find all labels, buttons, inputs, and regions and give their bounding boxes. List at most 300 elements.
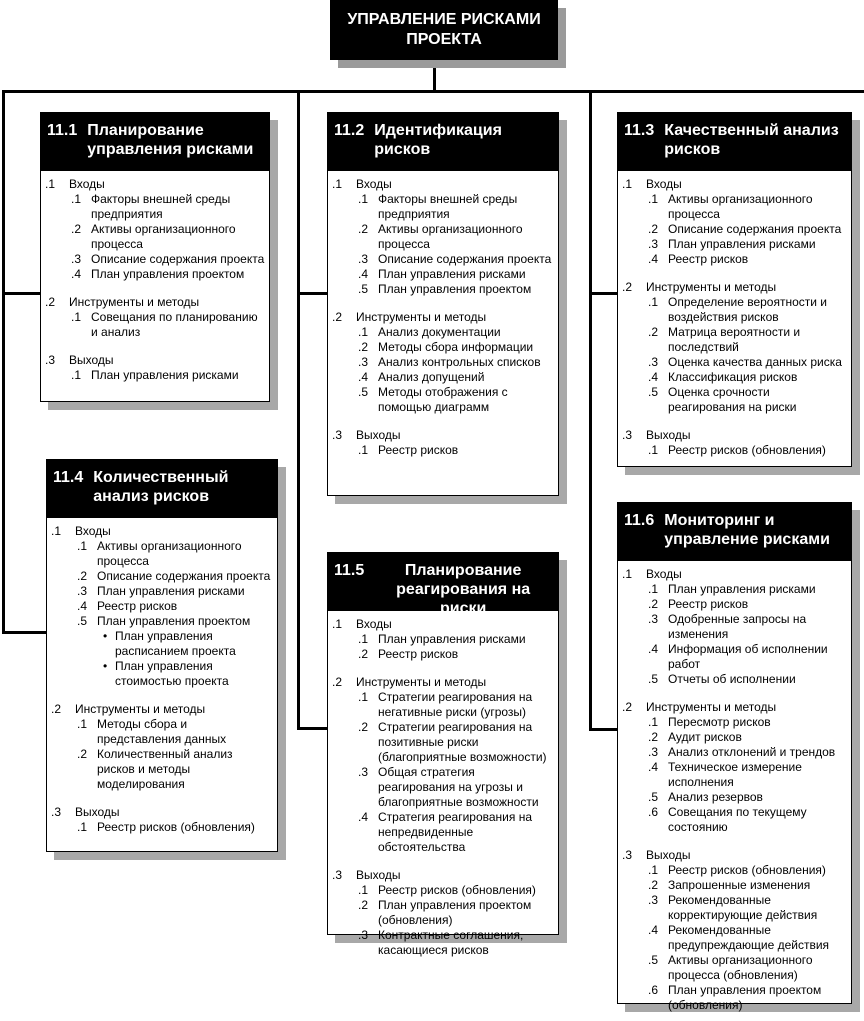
section-выходы [45,353,265,383]
section-header [51,524,273,539]
list-item [622,805,847,835]
item-number: .1 [358,883,369,897]
item-text: Реестр рисков [97,599,178,613]
sub-item-text: План управления расписанием проекта [115,629,236,658]
item-number: .1 [71,310,82,324]
list-item [622,237,847,252]
process-header [41,113,269,171]
section-инструменты-и-методы [332,675,554,855]
item-text: Анализ контрольных списков [378,355,541,369]
list-item [332,810,554,855]
item-text: Активы организационного процесса [668,192,813,221]
item-text: План управления проектом [97,614,251,628]
section-инструменты-и-методы [622,700,847,835]
item-text: Аудит рисков [668,730,742,744]
process-number: 11.1 [47,122,78,139]
process-header [328,113,558,171]
item-number: .3 [648,237,659,251]
item-number: .2 [648,325,659,339]
root-title-line2: ПРОЕКТА [406,31,482,48]
list-item [332,928,554,958]
list-item [332,222,554,252]
list-item [332,252,554,267]
item-text: Стратегии реагирования на позитивные риски (благоприятные возможности) [378,720,547,764]
item-number: .2 [77,569,88,583]
item-text: Информация об исполнении работ [668,642,828,671]
item-number: .1 [358,632,369,646]
list-item [622,642,847,672]
item-number: .1 [648,295,659,309]
item-number: .1 [71,368,82,382]
item-text: Контрактные соглашения, касающиеся рисков [378,928,524,957]
item-number: .4 [77,599,88,613]
list-item [622,730,847,745]
list-item [332,883,554,898]
section-number: .2 [51,702,62,716]
item-number: .3 [358,765,369,779]
section-label: Входы [356,177,392,191]
item-text: Стратегия реагирования на непредвиденные обстоятельства [378,810,533,854]
process-body [41,171,269,387]
root-title-line1: УПРАВЛЕНИЕ РИСКАМИ [347,11,541,28]
item-text: Реестр рисков [378,443,459,457]
item-text: Одобренные запросы на изменения [668,612,807,641]
section-header [332,617,554,632]
section-выходы [622,848,847,1013]
item-number: .1 [358,690,369,704]
section-label: Входы [646,567,682,581]
section-header [45,177,265,192]
item-number: .5 [648,672,659,686]
connector-left-to-11-4 [2,631,46,634]
item-number: .3 [358,355,369,369]
item-text: Рекомендованные предупреждающие действия [668,923,830,952]
list-item [622,715,847,730]
list-item [622,923,847,953]
section-выходы [332,868,554,958]
list-item [332,765,554,810]
section-number: .3 [45,353,56,367]
process-box-11-5 [327,552,559,957]
item-number: .2 [71,222,82,236]
section-label: Инструменты и методы [646,280,777,294]
section-number: .1 [45,177,56,191]
process-box-11-1 [40,112,270,402]
list-item [51,599,273,614]
item-number: .1 [358,443,369,457]
section-label: Выходы [356,428,401,442]
section-number: .2 [622,280,633,294]
item-number: .2 [77,747,88,761]
list-item [332,647,554,662]
section-header [622,700,847,715]
section-header [332,868,554,883]
item-number: .5 [648,385,659,399]
item-number: .6 [648,983,659,997]
section-label: Инструменты и методы [356,675,487,689]
item-number: .1 [71,192,82,206]
list-item [622,385,847,415]
section-number: .3 [622,428,633,442]
item-text: План управления рисками [378,267,526,281]
item-text: Рекомендованные корректирующие действия [668,893,818,922]
section-header [622,848,847,863]
item-number: .1 [648,192,659,206]
item-number: .3 [648,612,659,626]
connector-right-to-11-3 [589,292,617,295]
section-number: .1 [622,567,633,581]
item-number: .4 [648,252,659,266]
process-header [328,553,558,617]
list-item [332,632,554,647]
list-item [622,745,847,760]
list-item [622,325,847,355]
section-header [622,177,847,192]
list-item [45,192,265,222]
item-text: Анализ допущений [378,370,485,384]
process-body [328,171,558,462]
section-label: Выходы [69,353,114,367]
list-item [622,612,847,642]
list-item [622,443,847,458]
item-number: .2 [358,647,369,661]
item-number: .1 [648,863,659,877]
list-item [332,443,554,458]
section-выходы [622,428,847,458]
section-label: Входы [356,617,392,631]
section-header [332,675,554,690]
item-text: Совещания по текущему состоянию [668,805,807,834]
sub-list-item [51,629,273,659]
item-text: План управления проектом [91,267,245,281]
item-number: .5 [358,385,369,399]
list-item [622,370,847,385]
process-title: Планирование реагирования на риски [396,562,531,617]
item-number: .4 [648,642,659,656]
list-item [332,720,554,765]
process-body [47,518,277,839]
item-text: Анализ отклонений и трендов [668,745,836,759]
section-number: .2 [332,310,343,324]
item-text: Матрица вероятности и последствий [668,325,801,354]
item-number: .3 [648,355,659,369]
process-number: 11.3 [624,122,655,139]
section-number: .2 [45,295,56,309]
section-инструменты-и-методы [51,702,273,792]
section-входы [332,177,554,297]
item-text: Реестр рисков (обновления) [668,443,826,457]
section-number: .1 [622,177,633,191]
item-text: Описание содержания проекта [91,252,265,266]
section-входы [622,567,847,687]
item-text: Техническое измерение исполнения [668,760,802,789]
item-text: Активы организационного процесса [378,222,523,251]
item-text: Анализ резервов [668,790,763,804]
section-входы [332,617,554,662]
list-item [51,747,273,792]
section-number: .1 [51,524,62,538]
list-item [622,252,847,267]
item-text: Методы отображения с помощью диаграмм [378,385,508,414]
process-box-11-6 [617,502,852,1012]
list-item [622,878,847,893]
item-number: .2 [648,878,659,892]
bullet-icon: • [103,659,108,673]
section-header [622,567,847,582]
item-number: .3 [648,745,659,759]
connector-middle-vertical [297,90,300,730]
list-item [622,672,847,687]
item-number: .3 [648,893,659,907]
process-title: Качественный анализ рисков [664,122,839,158]
item-text: План управления рисками [668,237,816,251]
list-item [622,582,847,597]
list-item [332,355,554,370]
section-number: .1 [332,177,343,191]
list-item [332,325,554,340]
list-item [51,569,273,584]
item-text: Описание содержания проекта [378,252,552,266]
list-item [332,690,554,720]
item-text: Оценка качества данных риска [668,355,842,369]
item-text: Определение вероятности и воздействия рисков [668,295,827,324]
list-item [332,385,554,415]
section-number: .1 [332,617,343,631]
item-text: План управления рисками [378,632,526,646]
item-text: Общая стратегия реагирования на угрозы и благоприятные возможности [378,765,539,809]
list-item [45,368,265,383]
connector-middle-to-11-5 [297,727,327,730]
section-number: .3 [622,848,633,862]
list-item [51,614,273,629]
connector-root-down [433,60,436,93]
section-label: Выходы [646,428,691,442]
list-item [51,820,273,835]
item-number: .5 [648,953,659,967]
item-number: .3 [71,252,82,266]
item-number: .4 [648,923,659,937]
item-text: План управления проектом (обновления) [668,983,822,1012]
item-text: Оценка срочности реагирования на риски [668,385,797,414]
item-number: .2 [358,222,369,236]
process-header [47,460,277,518]
section-header [45,353,265,368]
item-text: Количественный анализ рисков и методы моделирования [97,747,233,791]
section-label: Входы [69,177,105,191]
item-text: План управления рисками [91,368,239,382]
item-number: .1 [648,582,659,596]
section-header [332,177,554,192]
process-title: Мониторинг и управление рисками [664,512,830,548]
section-number: .2 [332,675,343,689]
list-item [622,222,847,237]
section-header [332,428,554,443]
item-text: Анализ документации [378,325,501,339]
section-label: Входы [646,177,682,191]
item-text: План управления рисками [97,584,245,598]
root-process-box [330,0,558,60]
connector-left-to-11-1 [2,292,40,295]
item-text: Факторы внешней среды предприятия [91,192,231,221]
item-number: .1 [77,717,88,731]
item-number: .5 [358,282,369,296]
item-number: .3 [358,928,369,942]
item-text: Реестр рисков (обновления) [97,820,255,834]
item-text: Реестр рисков (обновления) [378,883,536,897]
section-label: Выходы [356,868,401,882]
item-text: Реестр рисков [668,252,749,266]
item-text: Классификация рисков [668,370,798,384]
section-number: .3 [332,428,343,442]
item-number: .1 [77,539,88,553]
item-text: Пересмотр рисков [668,715,771,729]
section-входы [51,524,273,689]
list-item [622,893,847,923]
list-item [622,863,847,878]
item-text: Описание содержания проекта [668,222,842,236]
item-number: .3 [77,584,88,598]
list-item [622,790,847,805]
item-number: .1 [648,443,659,457]
item-number: .4 [358,810,369,824]
item-number: .5 [77,614,88,628]
item-number: .2 [358,340,369,354]
item-number: .4 [648,760,659,774]
section-label: Входы [75,524,111,538]
item-number: .4 [648,370,659,384]
item-text: Активы организационного процесса [97,539,242,568]
process-header [618,113,851,171]
section-header [332,310,554,325]
section-label: Выходы [646,848,691,862]
process-title: Планирование управления рисками [87,122,254,158]
list-item [332,282,554,297]
process-body [618,171,851,462]
sub-item-text: План управления стоимостью проекта [115,659,229,688]
section-входы [45,177,265,282]
section-number: .3 [332,868,343,882]
section-выходы [51,805,273,835]
list-item [51,717,273,747]
list-item [51,584,273,599]
process-box-11-4 [46,459,278,852]
item-text: Активы организационного процесса (обновления) [668,953,813,982]
item-text: Совещания по планированию и анализ [91,310,258,339]
item-text: Реестр рисков [378,647,459,661]
list-item [622,192,847,222]
process-box-11-3 [617,112,852,467]
section-header [622,280,847,295]
list-item [332,340,554,355]
item-number: .2 [648,730,659,744]
item-number: .1 [358,192,369,206]
section-number: .3 [51,805,62,819]
section-number: .2 [622,700,633,714]
connector-middle-to-11-2 [297,292,327,295]
item-text: Факторы внешней среды предприятия [378,192,518,221]
list-item [622,597,847,612]
section-header [51,702,273,717]
process-body [618,561,851,1017]
item-number: .4 [71,267,82,281]
connector-right-to-11-6 [589,728,617,731]
list-item [622,953,847,983]
item-number: .1 [358,325,369,339]
item-number: .4 [358,267,369,281]
section-header [622,428,847,443]
connector-right-vertical [589,90,592,731]
item-text: Запрошенные изменения [668,878,811,892]
item-text: Методы сбора и представления данных [97,717,227,746]
section-выходы [332,428,554,458]
item-number: .2 [358,720,369,734]
list-item [332,192,554,222]
section-label: Выходы [75,805,120,819]
section-header [45,295,265,310]
list-item [332,267,554,282]
list-item [622,295,847,325]
process-box-11-2 [327,112,559,496]
process-number: 11.2 [334,122,365,139]
process-body [328,611,558,962]
item-number: .2 [648,222,659,236]
item-number: .1 [77,820,88,834]
sub-list-item [51,659,273,689]
list-item [51,539,273,569]
section-header [51,805,273,820]
item-text: Отчеты об исполнении [668,672,796,686]
list-item [45,267,265,282]
section-label: Инструменты и методы [69,295,200,309]
item-number: .2 [358,898,369,912]
item-number: .2 [648,597,659,611]
item-text: Активы организационного процесса [91,222,236,251]
process-header [618,503,851,561]
item-text: Методы сбора информации [378,340,534,354]
item-number: .3 [358,252,369,266]
list-item [332,898,554,928]
process-title: Количественный анализ рисков [93,469,229,505]
item-text: Описание содержания проекта [97,569,271,583]
connector-left-vertical [2,90,5,634]
list-item [622,760,847,790]
item-text: План управления проектом (обновления) [378,898,532,927]
process-number: 11.6 [624,512,655,529]
section-label: Инструменты и методы [646,700,777,714]
item-text: План управления рисками [668,582,816,596]
list-item [622,355,847,370]
section-label: Инструменты и методы [356,310,487,324]
item-text: Стратегии реагирования на негативные риски (угрозы) [378,690,533,719]
list-item [332,370,554,385]
process-title: Идентификация рисков [374,122,502,158]
process-number: 11.5 [334,562,365,579]
section-входы [622,177,847,267]
list-item [45,310,265,340]
bullet-icon: • [103,629,108,643]
item-text: Реестр рисков [668,597,749,611]
section-инструменты-и-методы [622,280,847,415]
item-text: План управления проектом [378,282,532,296]
item-number: .1 [648,715,659,729]
item-text: Реестр рисков (обновления) [668,863,826,877]
section-инструменты-и-методы [45,295,265,340]
item-number: .5 [648,790,659,804]
list-item [45,222,265,252]
item-number: .6 [648,805,659,819]
process-number: 11.4 [53,469,84,486]
section-label: Инструменты и методы [75,702,206,716]
